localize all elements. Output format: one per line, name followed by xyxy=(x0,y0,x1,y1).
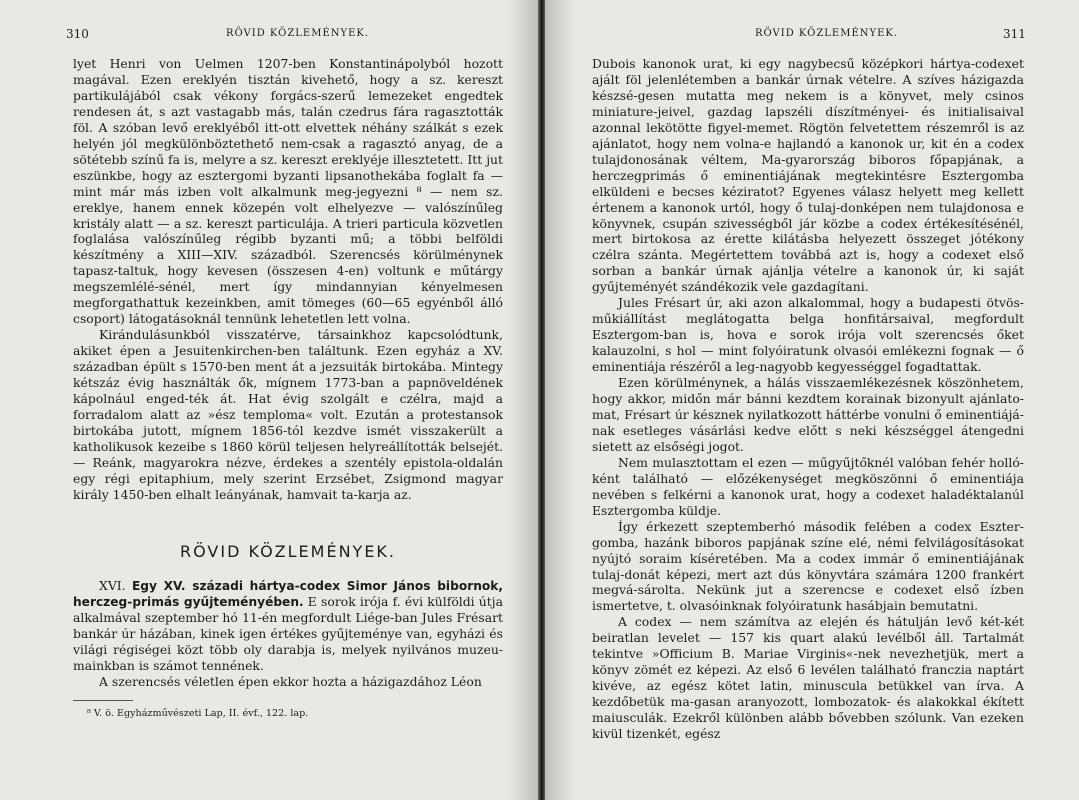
paragraph: Nem mulasztottam el ezen — műgyűjtőknél valóban fehér holló-ként található — előzékenységet megköszönni ő eminentiája nevében s felkérni a kanonok urat, hogy a codexet haladéktalanúl Esztergomba küldje. xyxy=(592,454,1024,518)
footnote: ⁸ V. ö. Egyházművészeti Lap, II. évf., 122. lap. xyxy=(87,708,309,719)
running-head: RÖVID KÖZLEMÉNYEK. xyxy=(755,28,899,39)
page-number: 311 xyxy=(1003,27,1026,41)
left-page xyxy=(0,0,538,800)
book-gutter xyxy=(538,0,545,800)
article-second-paragraph: A szerencsés véletlen épen ekkor hozta a házigazdához Léon xyxy=(99,674,482,689)
article-number: XVI. xyxy=(99,578,126,593)
paragraph: lyet Henri von Uelmen 1207-ben Konstantinápolyból hozott magával. Ezen ereklyén tisztán kivehető, hogy a sz. kereszt partikulájából csak vékony forgács-szerű lemezeket engedtek rendesen át, s azt vastagabb más, talán czedrus fára ragasztották föl. A szóban levő ereklyéből itt-ott elvettek néhány szálkát s ezek helyén jól megkülönböztethető nem-csak a ragasztó anyag, de a sötétebb színű fa is, melyre a sz. kereszt ereklyéje illesztetett. Itt jut eszünkbe, hogy az esztergomi byzanti lipsanothekába foglalt fa — mint már más izben volt alkalmunk meg-jegyezni ⁸ — nem sz. ereklye, hanem ennek közepén volt elhelyezve — valószínűleg kristály alatt — a sz. kereszt particulája. A trieri particula közvetlen foglalása valószínűleg régibb byzanti mű; a többi belföldi készítmény a XIII—XIV. századból. Szerencsés körülménynek tapasz-taltuk, hogy kevesen (összesen 4-en) voltunk e műtárgy megszemlélé-sénél, mert így mindannyian kényelmesen megforgathattuk kezeinkben, amit tömeges (60—65 egyénből álló csoport) látogatásoknál tennünk lehetetlen lett volna. xyxy=(73,56,503,327)
body-text xyxy=(73,56,503,503)
article-text: E sorok irója f. évi külföldi útja alkalmával szeptember hó 11-én megfordult Liége-ban Jules Frésart bankár úr házában, kinek igen értékes gyűjteménye van, egyházi és világi régiségei közt több oly darabja is, melyek nyilvános muzeu-mainkban is számot tennének. xyxy=(73,594,503,673)
running-head: RÖVID KÖZLEMÉNYEK. xyxy=(226,28,370,39)
paragraph: Jules Frésart úr, aki azon alkalommal, hogy a budapesti ötvös-műkiállítást meglátogatta belga honfitársaival, megfordult Esztergom-ban is, hova e sorok irója volt szerencsés őket kalauzolni, s hol — mint folyóiratunk olvasói emlékezni fognak — ő eminentiája részéről a leg-nagyobb kegyességgel fogadtattak. xyxy=(592,295,1024,375)
right-page-shadow xyxy=(545,0,575,800)
paragraph: Kirándulásunkból visszatérve, társainkhoz kapcsolódtunk, akiket épen a Jesuitenkirchen-ben találtunk. Ezen egyház a XV. században épült s 1570-ben ment át a jezsuiták birtokába. Mintegy kétszáz évig használták ők, mígnem 1773-ban a papnöveldének kápolnául enged-ték át. Hat évig szolgált e czélra, majd a forradalom alatt az »ész temploma« volt. Ezután a protestansok birtokába jutott, mígnem 1856-tól kezdve ismét visszakerült a katholikusok kezeibe s 1860 körül teljesen helyreállították belsejét. — Reánk, magyarokra nézve, érdekes a szentély epistola-oldalán egy régi epitaphium, mely szerint Erzsébet, Zsigmond magyar király 1450-ben elhalt leányának, hamvait ta-karja az. xyxy=(73,327,503,502)
article xyxy=(73,578,503,690)
page-number: 310 xyxy=(66,27,89,41)
article-title: Egy XV. századi hártya-codex Simor János bibornok, herczeg-primás gyűjteményében. xyxy=(73,579,503,609)
paragraph: Dubois kanonok urat, ki egy nagybecsű középkori hártya-codexet ajált föl jelenlétemben a bankár úrnak vételre. A szíves házigazda készsé-gesen mutatta meg nekem is a könyvet, mely csinos miniature-jeivel, gazdag lapszéli díszítményei- és initialisaival azonnal lekötötte figyel-memet. Rögtön felvetettem részemről is az ajánlatot, hogy nem volna-e hajlandó a kanonok ur, kit én a codex tulajdonosának véltem, Ma-gyarország biboros főpapjának, a herczegprimás ő eminentiájának megtekintésre Esztergomba elküldeni e becses kéziratot? Egyenes válasz helyett meg kellett értenem a kanonok urtól, hogy ő tulaj-donképen nem tulajdonosa e könyvnek, csupán szivességből jár közbe a codex értékesítésénél, mert birtokosa az érette kilátásba helyezett összeget jótékony czélra szánta. Megértettem továbbá azt is, hogy a codexet első sorban a bankár úrnak ajánlja vételre a kanonok úr, ki saját gyűjteményét szándékozik vele gazdagítani. xyxy=(592,56,1024,295)
right-page xyxy=(545,0,1079,800)
left-page-shadow xyxy=(508,0,538,800)
article-first-paragraph xyxy=(73,578,503,674)
section-title: RÖVID KÖZLEMÉNYEK. xyxy=(179,542,397,561)
body-text xyxy=(592,56,1024,742)
paragraph: Ezen körülménynek, a hálás visszaemlékezésnek köszönhetem, hogy akkor, midőn már bánni kezdtem korainak bizonyult ajánlato-mat, Frésart úr késznek nyilatkozott háttérbe vonulni ő eminentiájá-nak esetleges vásárlási kedve előtt s neki készséggel átengedni sietett az elsőségi jogot. xyxy=(592,375,1024,454)
footnote-rule xyxy=(73,700,133,701)
paragraph: Így érkezett szeptemberhó második felében a codex Eszter-gomba, hazánk biboros papjának színe elé, némi felvilágosításokat nyújtó soraim kíséretében. Ma a codex immár ő eminentiájának tulaj-donát képezi, mert azt dús könyvtára számára 1200 frankért megvá-sárolta. Nekünk jut a szerencse e codexet első ízben ismertetve, t. olvasóinknak folyóiratunk hasábjain bemutatni. xyxy=(592,518,1024,614)
paragraph: A codex — nem számítva az elején és hátulján levő két-két beiratlan levelet — 157 kis quart alakú levélből áll. Tartalmát tekintve »Officium B. Mariae Virginis«-nek nevezhetjük, mert a könyv zömét ez képezi. Az első 6 levélen található franczia naptárt kivéve, az egész kötet latin, minuscula betükkel van írva. A kezdőbetük ma-gasan aranyozott, lombozatok- és alakokkal ékített maiusculák. Ezekről különben alább bővebben szólunk. Van ezeken kivül tizenkét, egész xyxy=(592,614,1024,742)
